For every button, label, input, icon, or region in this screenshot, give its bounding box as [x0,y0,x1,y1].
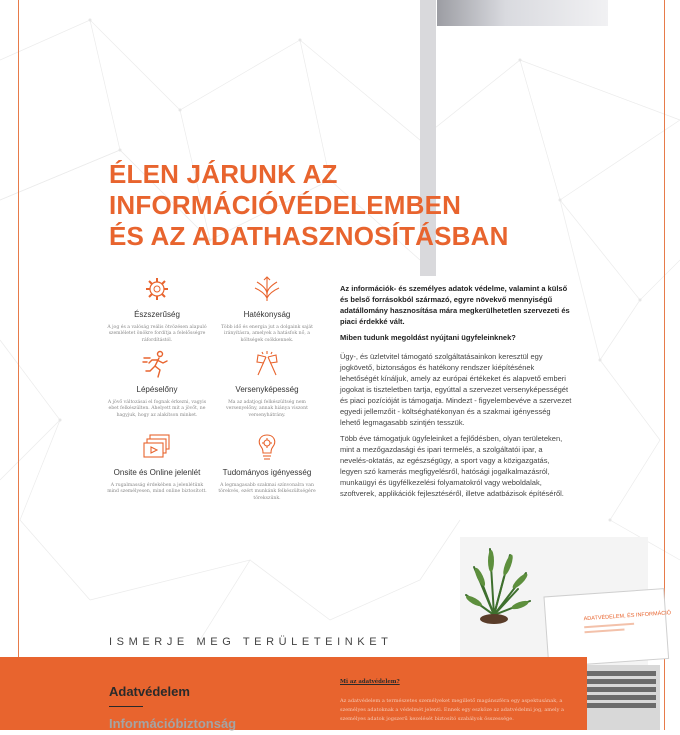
paragraph-1: Ügy-, és üzletvitel támogató szolgáltatásainkon keresztül egy jogkövető, biztonságos és hatékony rendszer kiépítésének lehetőségét kínáljuk, amely az európai értékeket és alapvető emberi jogokat is tiszteletben tartja, egyúttal a szervezet versenyképességét és piaci pozícióját is támogatja. Mindezt - figyelembevéve a szervezet egyedi jellemzőit - költséghatékonyan és a szakmai igényesség lehető legmagasabb szintjén tesszük. [340,352,572,427]
gear-cog-icon [142,274,172,304]
flags-icon [252,349,282,379]
feature-versenykepesseg [217,349,317,419]
section-title: ISMERJE MEG TERÜLETEINKET [109,636,393,648]
arrows-converge-icon [252,274,282,304]
tab-informaciobiztonsag[interactable]: Információbiztonság [109,716,237,731]
feature-desc: A legmagasabb szakmai színvonalra van törekvés, ezért munkánk felkészültségére törekszünk. [218,483,316,501]
feature-desc: A rugalmasság érdekében a jelenlétünk mind személyesen, mind online biztosított. [107,483,207,495]
feature-lepeselony [107,349,207,419]
tab-adatvedelem[interactable]: Adatvédelem [109,684,190,699]
active-tab-underline [109,706,143,707]
feature-title: Hatékonyság [243,310,291,319]
feature-title: Onsite és Online jelenlét [113,468,201,477]
runner-icon [142,349,172,379]
feature-title: Lépéselőny [136,385,178,394]
screens-icon [142,432,172,462]
faq-question-link[interactable]: Mi az adatvédelem? [340,679,400,685]
feature-title: Észszerűség [134,310,180,319]
feature-tudomanyos [217,432,317,502]
headline-line-2: INFORMÁCIÓVÉDELEMBEN [109,190,462,220]
faq-answer: Az adatvédelem a természetes személyeket megillető magánszféra egy aspektusának, a személyes adatoknak a védelmét jelenti. Ennek egy eszköze az adatvédelmi jog, amely a személyes adatok jogszerű kezelését biztosító szabályok összessége. [340,698,565,722]
feature-desc: A jövő változásai el fognak érkezni, vagyis ebet felkészülten. Ahelyett mit a jövőt, ne hagyjuk, hogy az alakítson minket. [107,400,207,418]
headline-line-1: ÉLEN JÁRUNK AZ [109,159,338,189]
laptop-screen-text: ADATVÉDELEM, ÉS INFORMÁCIÓ [583,610,672,623]
top-photo [437,0,608,26]
page-headline [109,159,529,252]
intro-text: Az információk- és személyes adatok védelme, valamint a külső és belső forrásokból származó, egyre növekvő mennyiségű adatállomány hasznosítása mára megkerülhetetlen szervezeti és piaci érdekké vált. [340,284,570,326]
left-frame-line [18,0,19,730]
feature-eszszeruseg [107,274,207,344]
feature-desc: Több idő és energia jut a dolgaink saját irányításra, amelyek a hatásfok nő, a költségek csökkennek. [221,325,313,343]
question-heading: Miben tudunk megoldást nyújtani ügyfeleinknek? [340,333,516,342]
feature-desc: Ma az adatjogi felkészültség nem versenyelőny, annak hiánya viszont versenyhátrány. [226,400,308,418]
feature-title: Tudományos igényesség [222,468,312,477]
feature-title: Versenyképesség [235,385,299,394]
headline-line-3: ÉS AZ ADATHASZNOSÍTÁSBAN [109,221,509,251]
paragraph-2: Több éve támogatjuk ügyfeleinket a fejlődésben, olyan területeken, mint a mezőgazdasági és ipari termelés, a szolgáltatói ipar, a nevelés-oktatás, az egészségügy, a sport vagy a közigazgatás, legyen szó kamerás megfigyelésről, hatósági jogalkalmazásról, munkaügyi és ügyfélkezelési folyamatokról vagy weboldalak, szoftverek, applikációk fejlesztéséről, illetve adatbázisok építéséről. [340,434,564,498]
bulb-gear-icon [252,432,282,462]
feature-hatekonysag [217,274,317,344]
feature-onsite-online [107,432,207,496]
feature-desc: A jog és a valóság reális ötvözésen alapuló szemléletet önökre fordítja a felelősségre ráfordítástól. [107,325,207,343]
